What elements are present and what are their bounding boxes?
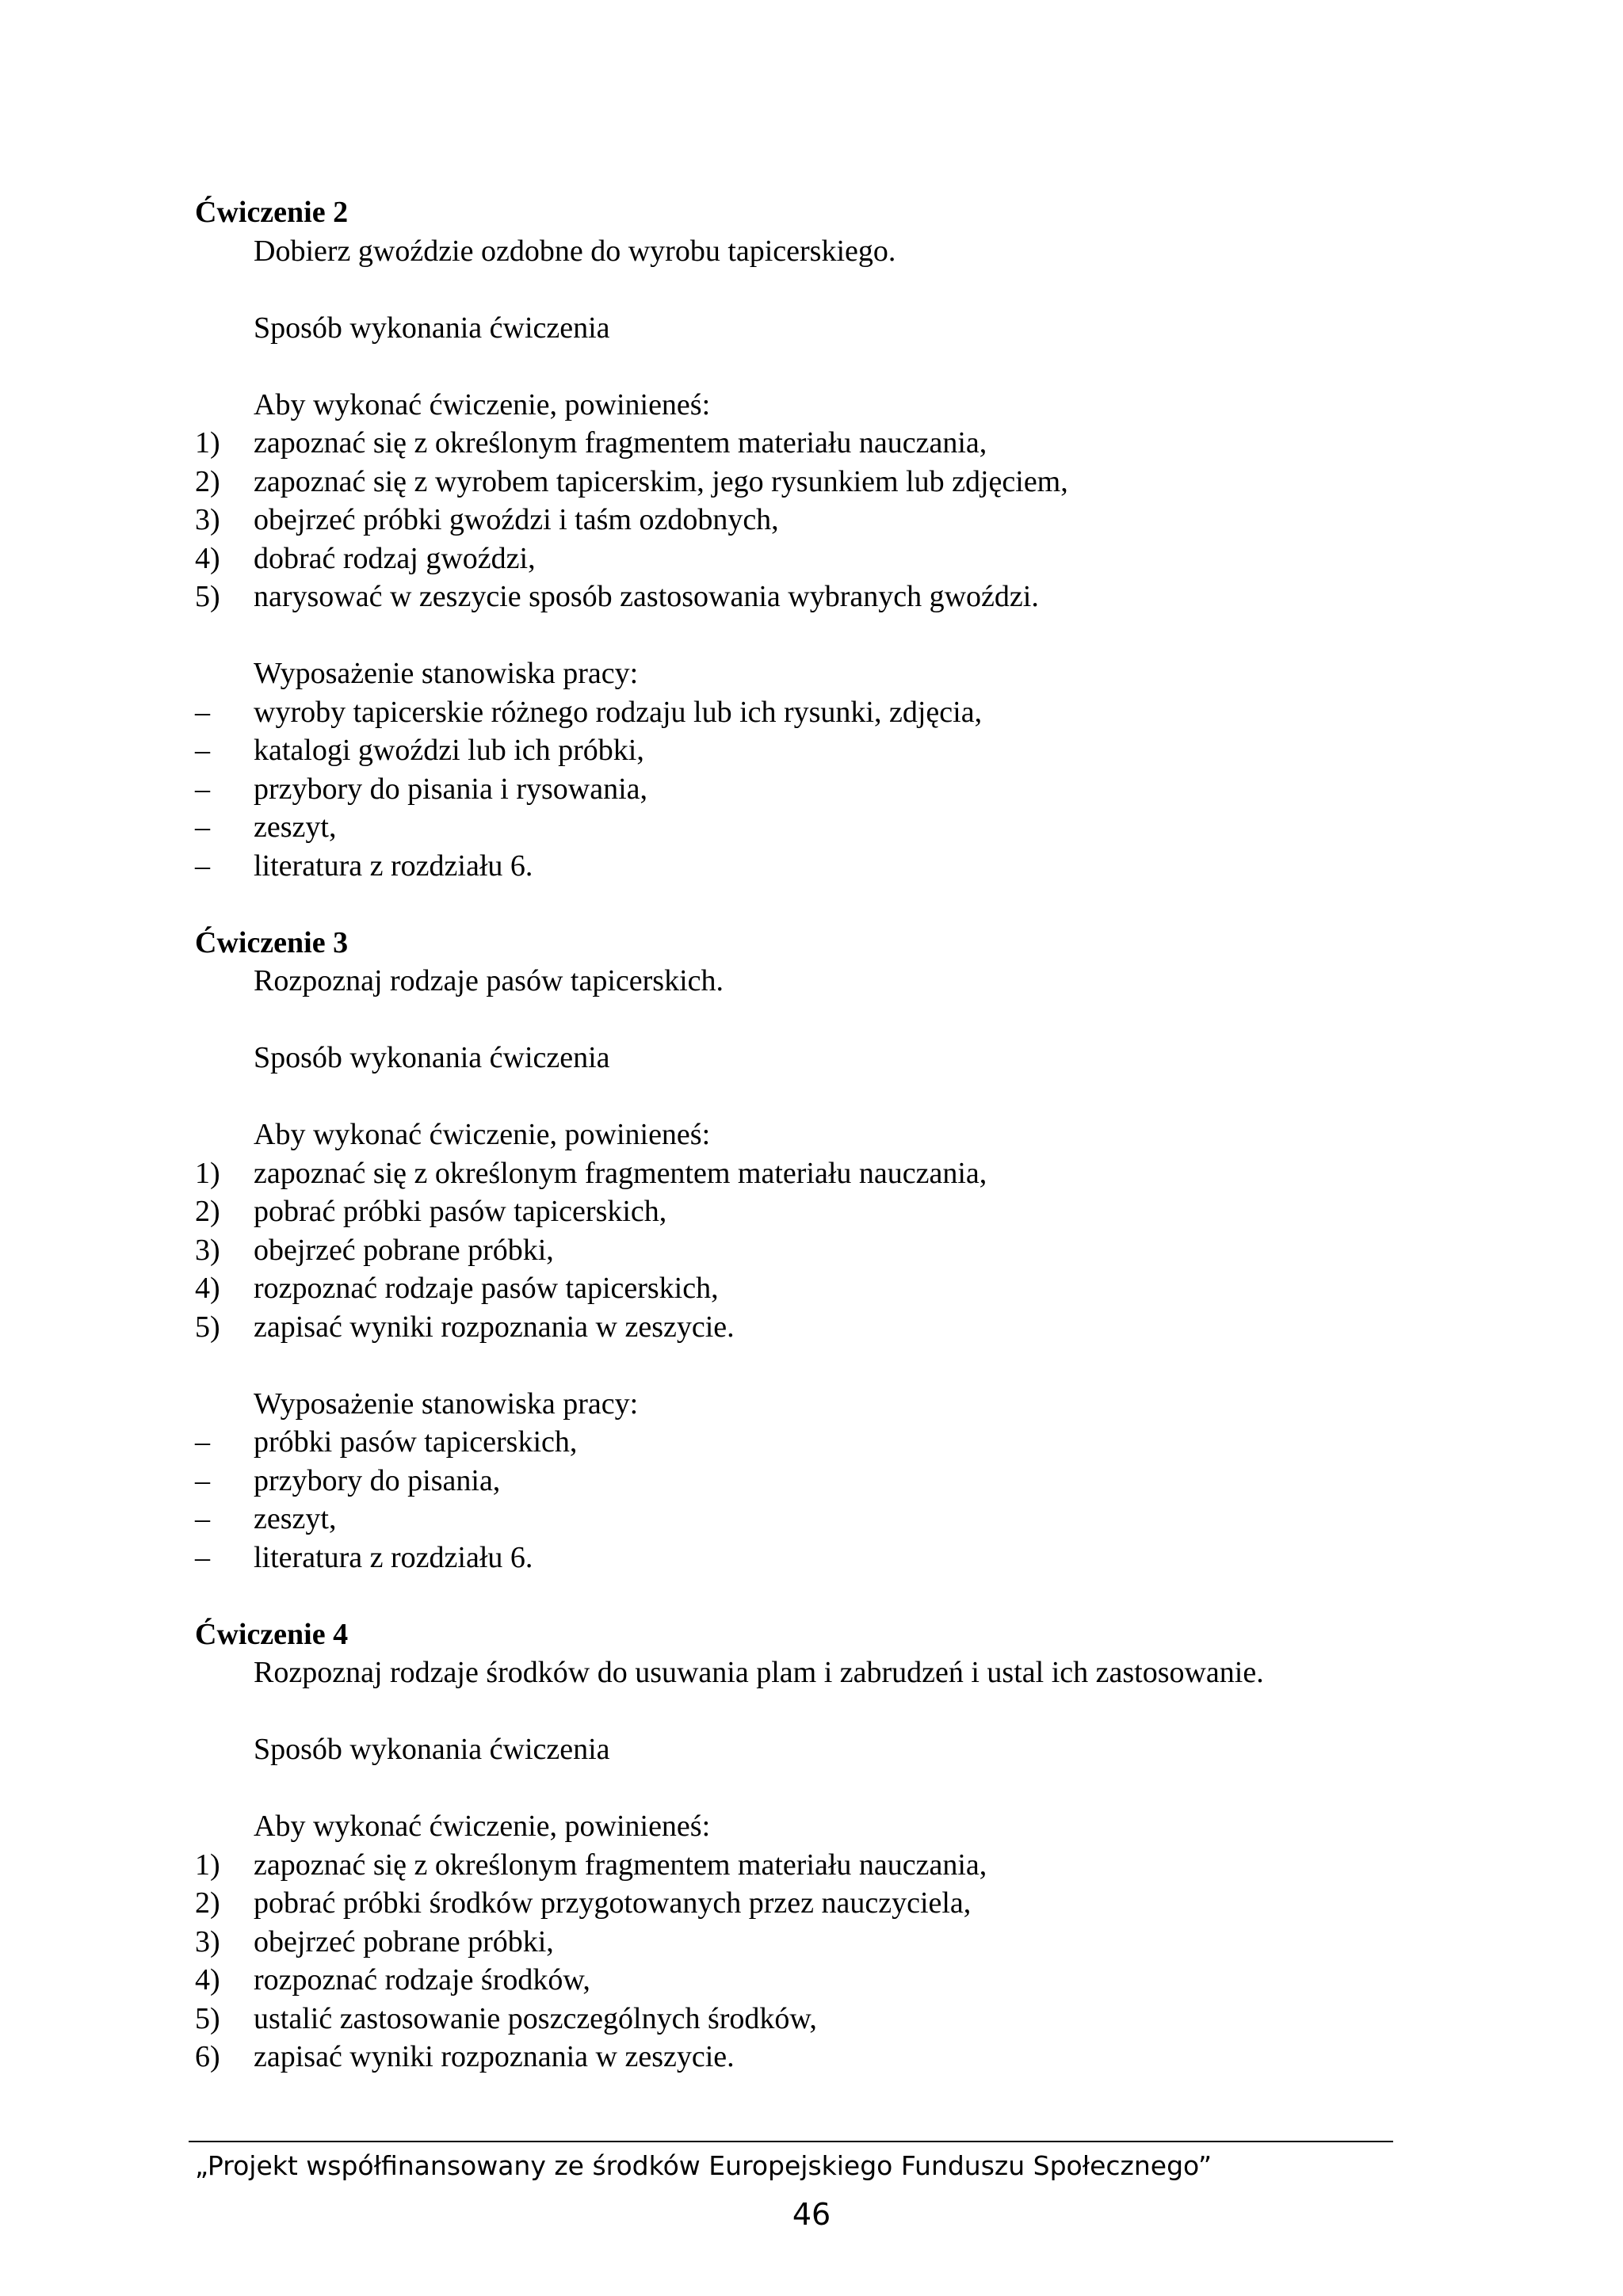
- list-item: – wyroby tapicerskie różnego rodzaju lub ich rysunki, zdjęcia,: [195, 695, 983, 729]
- list-item: – przybory do pisania i rysowania,: [195, 772, 648, 806]
- list-item: 4) rozpoznać rodzaje środków,: [195, 1963, 590, 1997]
- method-heading: Sposób wykonania ćwiczenia: [254, 1733, 610, 1766]
- list-item: 2) zapoznać się z wyrobem tapicerskim, jego rysunkiem lub zdjęciem,: [195, 464, 1068, 498]
- exercise-title: Ćwiczenie 2: [195, 196, 349, 229]
- list-item: 1) zapoznać się z określonym fragmentem materiału nauczania,: [195, 1848, 987, 1882]
- method-heading: Sposób wykonania ćwiczenia: [254, 311, 610, 345]
- exercise-4: [195, 1615, 1407, 2077]
- list-item: 4) rozpoznać rodzaje pasów tapicerskich,: [195, 1272, 719, 1305]
- equipment-heading: Wyposażenie stanowiska pracy:: [254, 1386, 639, 1421]
- steps-intro: Aby wykonać ćwiczenie, powinieneś:: [254, 1118, 711, 1151]
- list-item: – katalogi gwoździ lub ich próbki,: [195, 734, 644, 767]
- footer-text: „Projekt współfinansowany ze środków Europejskiego Funduszu Społecznego”: [195, 2150, 1212, 2181]
- equipment-list: [195, 1423, 1407, 1577]
- list-item: 4) dobrać rodzaj gwoździ,: [195, 541, 536, 575]
- list-item: – zeszyt,: [195, 810, 337, 844]
- equipment-heading: Wyposażenie stanowiska pracy:: [254, 657, 639, 690]
- footer-divider: [189, 2141, 1393, 2142]
- steps-list: [195, 1154, 1407, 1347]
- exercise-task: Dobierz gwoździe ozdobne do wyrobu tapicerskiego.: [254, 234, 896, 268]
- list-item: – przybory do pisania,: [195, 1463, 501, 1497]
- list-item: – literatura z rozdziału 6.: [195, 849, 533, 883]
- list-item: 2) pobrać próbki pasów tapicerskich,: [195, 1195, 667, 1228]
- equipment-list: [195, 693, 1407, 886]
- list-item: – próbki pasów tapicerskich,: [195, 1425, 578, 1459]
- exercise-task: Rozpoznaj rodzaje pasów tapicerskich.: [254, 964, 724, 997]
- steps-intro: Aby wykonać ćwiczenie, powinieneś:: [254, 1810, 711, 1843]
- page-content: [195, 193, 1407, 2077]
- steps-list: [195, 424, 1407, 616]
- list-item: 5) zapisać wyniki rozpoznania w zeszycie.: [195, 1310, 735, 1344]
- exercise-2: [195, 193, 1407, 885]
- list-item: – literatura z rozdziału 6.: [195, 1540, 533, 1574]
- list-item: – zeszyt,: [195, 1502, 337, 1535]
- page-number: 46: [792, 2197, 831, 2232]
- steps-intro: Aby wykonać ćwiczenie, powinieneś:: [254, 387, 711, 421]
- list-item: 1) zapoznać się z określonym fragmentem materiału nauczania,: [195, 1156, 987, 1190]
- list-item: 3) obejrzeć pobrane próbki,: [195, 1924, 554, 1958]
- exercise-3: [195, 924, 1407, 1577]
- steps-list: [195, 1846, 1407, 2077]
- method-heading: Sposób wykonania ćwiczenia: [254, 1041, 610, 1074]
- exercise-task: Rozpoznaj rodzaje środków do usuwania plam i zabrudzeń i ustal ich zastosowanie.: [254, 1656, 1264, 1689]
- list-item: 2) pobrać próbki środków przygotowanych przez nauczyciela,: [195, 1886, 972, 1920]
- list-item: 1) zapoznać się z określonym fragmentem materiału nauczania,: [195, 426, 987, 460]
- list-item: 3) obejrzeć próbki gwoździ i taśm ozdobnych,: [195, 503, 779, 536]
- exercise-title: Ćwiczenie 3: [195, 925, 349, 959]
- list-item: 5) ustalić zastosowanie poszczególnych środków,: [195, 2001, 817, 2035]
- exercise-title: Ćwiczenie 4: [195, 1617, 349, 1651]
- list-item: 5) narysować w zeszycie sposób zastosowania wybranych gwoździ.: [195, 580, 1039, 613]
- list-item: 6) zapisać wyniki rozpoznania w zeszycie.: [195, 2040, 735, 2073]
- list-item: 3) obejrzeć pobrane próbki,: [195, 1233, 554, 1267]
